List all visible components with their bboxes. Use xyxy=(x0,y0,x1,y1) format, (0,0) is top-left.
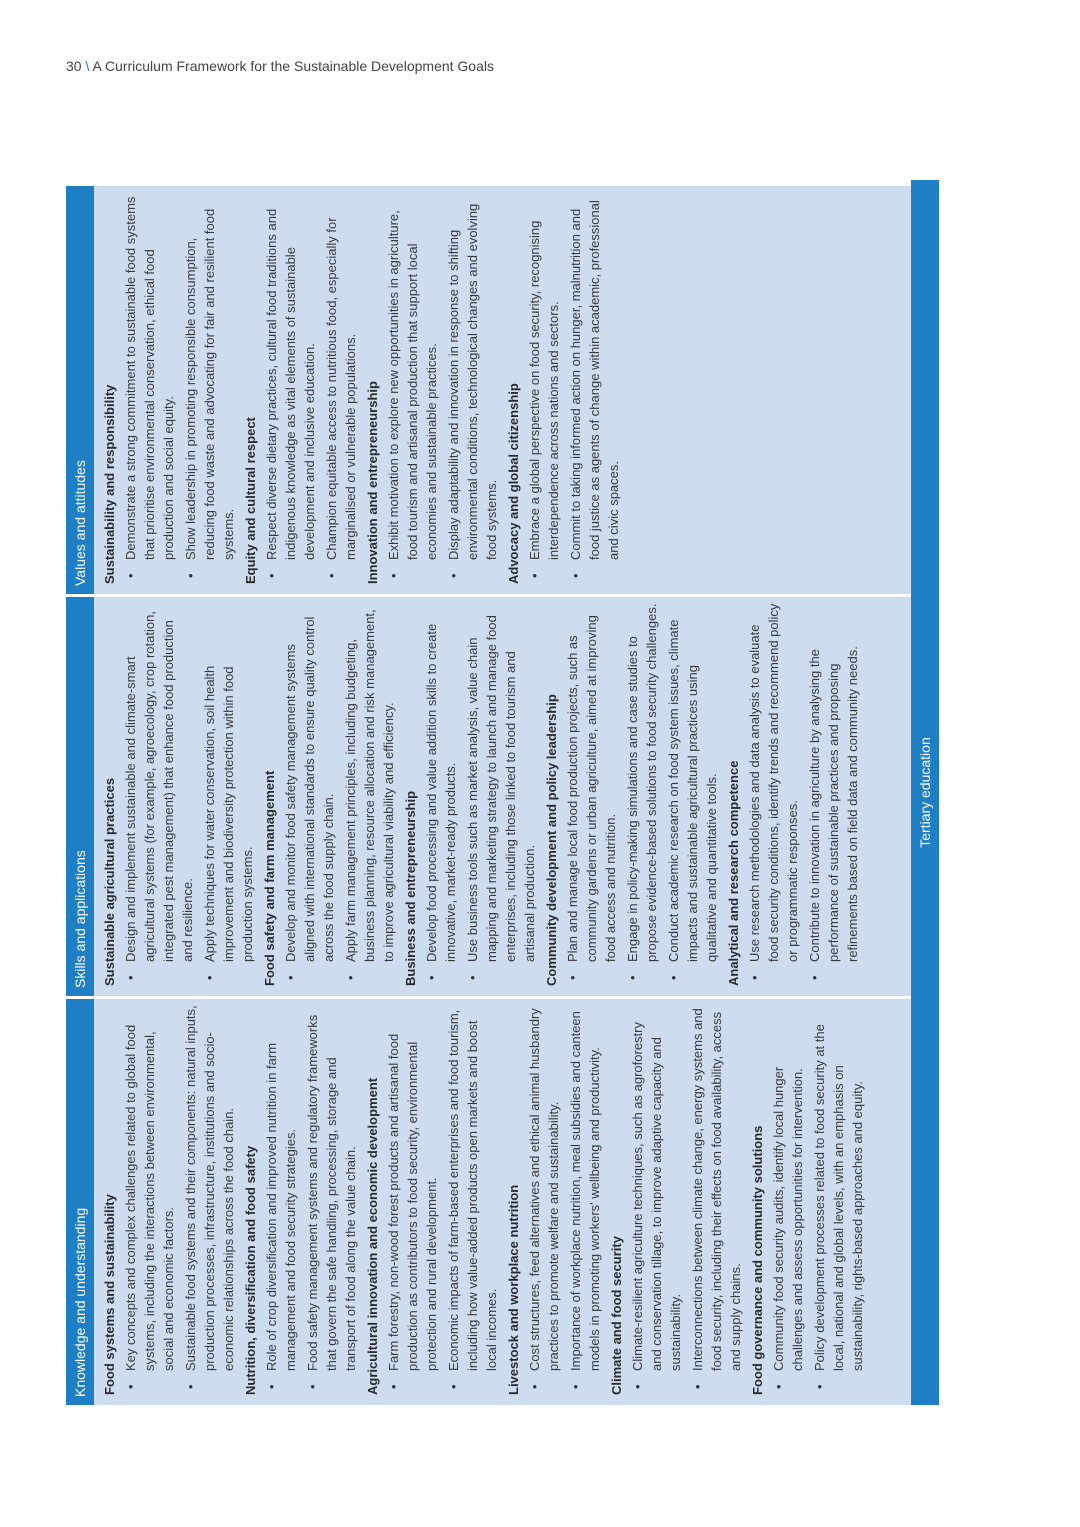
header-separator: \ xyxy=(85,58,90,74)
document-title: A Curriculum Framework for the Sustainable Development Goals xyxy=(92,58,494,74)
bullet-list xyxy=(262,1005,360,1395)
bullet-item: • Commit to taking informed action on hunger, malnutrition and food justice as agents of change within academic, professional and civic spaces. xyxy=(566,192,623,584)
bullet-list xyxy=(121,603,257,986)
bullet-item: • Food safety management systems and regulatory frameworks that govern the safe handling, processing, storage and transport of food along the value chain. xyxy=(303,1005,360,1395)
bullet-item: • Importance of workplace nutrition, meal subsidies and canteen models in promoting workers' wellbeing and productivity. xyxy=(566,1005,604,1395)
bullet-list xyxy=(281,603,398,986)
table-columns xyxy=(66,180,911,1405)
column-header: Values and attitudes xyxy=(66,186,94,594)
column-body xyxy=(94,597,911,996)
bullet-item: • Design and implement sustainable and climate-smart agricultural systems (for example, agroecology, crop rotation, integrated pest management) that enhance food production and resilience. xyxy=(121,603,197,986)
curriculum-table-wrapper xyxy=(66,180,939,1405)
column-header: Knowledge and understanding xyxy=(66,999,94,1405)
section-title: Sustainable agricultural practices xyxy=(102,777,117,986)
bullet-item: • Use research methodologies and data analysis to evaluate food security conditions, identify trends and recommend policy or programmatic responses. xyxy=(745,603,802,986)
bullet-list xyxy=(628,1005,745,1395)
bullet-item: • Key concepts and complex challenges related to global food systems, including the interactions between environmental, social and economic factors. xyxy=(121,1005,178,1395)
bullet-item: • Display adaptability and innovation in response to shifting environmental conditions, technological changes and evolving food systems. xyxy=(444,192,501,584)
bullet-list xyxy=(525,192,623,584)
bullet-item: • Sustainable food systems and their components: natural inputs, production processes, infrastructure, institutions and socio-economic relationships across the food chain. xyxy=(181,1005,238,1395)
bullet-list xyxy=(563,603,721,986)
bullet-item: • Policy development processes related to food security at the local, national and global levels, with an emphasis on sustainability, rights-based approaches and equity. xyxy=(810,1005,867,1395)
bullet-item: • Farm forestry, non-wood forest products and artisanal food production as contributors to food security, environmental protection and rural development. xyxy=(384,1005,441,1395)
bullet-item: • Conduct academic research on food system issues, climate impacts and sustainable agricultural practices using qualitative and quantitative tools. xyxy=(664,603,721,986)
bullet-list xyxy=(262,192,360,584)
section-title: Agricultural innovation and economic development xyxy=(365,1077,380,1395)
bullet-item: • Community food security audits, identify local hunger challenges and assess opportunities for intervention. xyxy=(769,1005,807,1395)
bullet-item: • Develop food processing and value addition skills to create innovative, market-ready products. xyxy=(422,603,460,986)
section-title: Sustainability and responsibility xyxy=(102,384,117,584)
bullet-item: • Role of crop diversification and improved nutrition in farm management and food security strategies. xyxy=(262,1005,300,1395)
bullet-item: • Contribute to innovation in agriculture by analysing the performance of sustainable practices and proposing refinements based on field data and community needs. xyxy=(805,603,862,986)
bullet-item: • Interconnections between climate change, energy systems and food security, including their effects on food availability, access and supply chains. xyxy=(688,1005,745,1395)
bullet-item: • Climate-resilient agriculture techniques, such as agroforestry and conservation tillage, to improve adaptive capacity and sustainability. xyxy=(628,1005,685,1395)
page-header xyxy=(66,58,494,74)
column-header: Skills and applications xyxy=(66,597,94,996)
bullet-item: • Plan and manage local food production projects, such as community gardens or urban agriculture, aimed at improving food access and nutrition. xyxy=(563,603,620,986)
values-column xyxy=(66,186,911,597)
section-title: Food governance and community solutions xyxy=(750,1125,765,1395)
bullet-item: • Apply techniques for water conservation, soil health improvement and biodiversity protection within food production systems. xyxy=(200,603,257,986)
column-body xyxy=(94,186,911,594)
section-title: Food systems and sustainability xyxy=(102,1194,117,1395)
bullet-item: • Develop and monitor food safety management systems aligned with international standards to ensure quality control across the food supply chain. xyxy=(281,603,338,986)
bullet-list xyxy=(384,192,501,584)
bullet-list xyxy=(384,1005,501,1395)
education-level-tab: Tertiary education xyxy=(911,180,939,1405)
skills-column xyxy=(66,597,911,999)
section-title: Advocacy and global citizenship xyxy=(506,383,521,584)
section-title: Analytical and research competence xyxy=(726,760,741,986)
column-body xyxy=(94,999,911,1405)
section-title: Business and entrepreneurship xyxy=(403,790,418,986)
section-title: Community development and policy leadership xyxy=(544,694,559,986)
bullet-item: • Exhibit motivation to explore new opportunities in agriculture, food tourism and artisanal production that support local economies and sustainable practices. xyxy=(384,192,441,584)
bullet-list xyxy=(121,1005,238,1395)
bullet-list xyxy=(121,192,238,584)
bullet-item: • Apply farm management principles, including budgeting, business planning, resource allocation and risk management, to improve agricultural viability and efficiency. xyxy=(341,603,398,986)
curriculum-table xyxy=(66,180,939,1405)
bullet-item: • Engage in policy-making simulations and case studies to propose evidence-based solutions to food security challenges. xyxy=(623,603,661,986)
section-title: Nutrition, diversification and food safety xyxy=(243,1145,258,1395)
knowledge-column xyxy=(66,999,911,1405)
bullet-item: • Show leadership in promoting responsible consumption, reducing food waste and advocating for fair and resilient food systems. xyxy=(181,192,238,584)
bullet-item: • Use business tools such as market analysis, value chain mapping and marketing strategy to launch and manage food enterprises, including those linked to food tourism and artisanal production. xyxy=(463,603,539,986)
bullet-list xyxy=(525,1005,604,1395)
bullet-list xyxy=(422,603,539,986)
bullet-item: • Respect diverse dietary practices, cultural food traditions and indigenous knowledge as vital elements of sustainable development and inclusive education. xyxy=(262,192,319,584)
bullet-list xyxy=(745,603,862,986)
bullet-item: • Embrace a global perspective on food security, recognising interdependence across nations and sectors. xyxy=(525,192,563,584)
section-title: Climate and food security xyxy=(609,1236,624,1395)
bullet-item: • Demonstrate a strong commitment to sustainable food systems that prioritise environmental conservation, ethical food production and social equity. xyxy=(121,192,178,584)
bullet-item: • Champion equitable access to nutritious food, especially for marginalised or vulnerable populations. xyxy=(322,192,360,584)
section-title: Food safety and farm management xyxy=(262,770,277,986)
section-title: Equity and cultural respect xyxy=(243,417,258,584)
section-title: Innovation and entrepreneurship xyxy=(365,381,380,584)
bullet-list xyxy=(769,1005,867,1395)
bullet-item: • Economic impacts of farm-based enterprises and food tourism, including how value-added products open markets and boost local incomes. xyxy=(444,1005,501,1395)
bullet-item: • Cost structures, feed alternatives and ethical animal husbandry practices to promote welfare and sustainability. xyxy=(525,1005,563,1395)
page-number: 30 xyxy=(66,58,82,74)
section-title: Livestock and workplace nutrition xyxy=(506,1184,521,1395)
